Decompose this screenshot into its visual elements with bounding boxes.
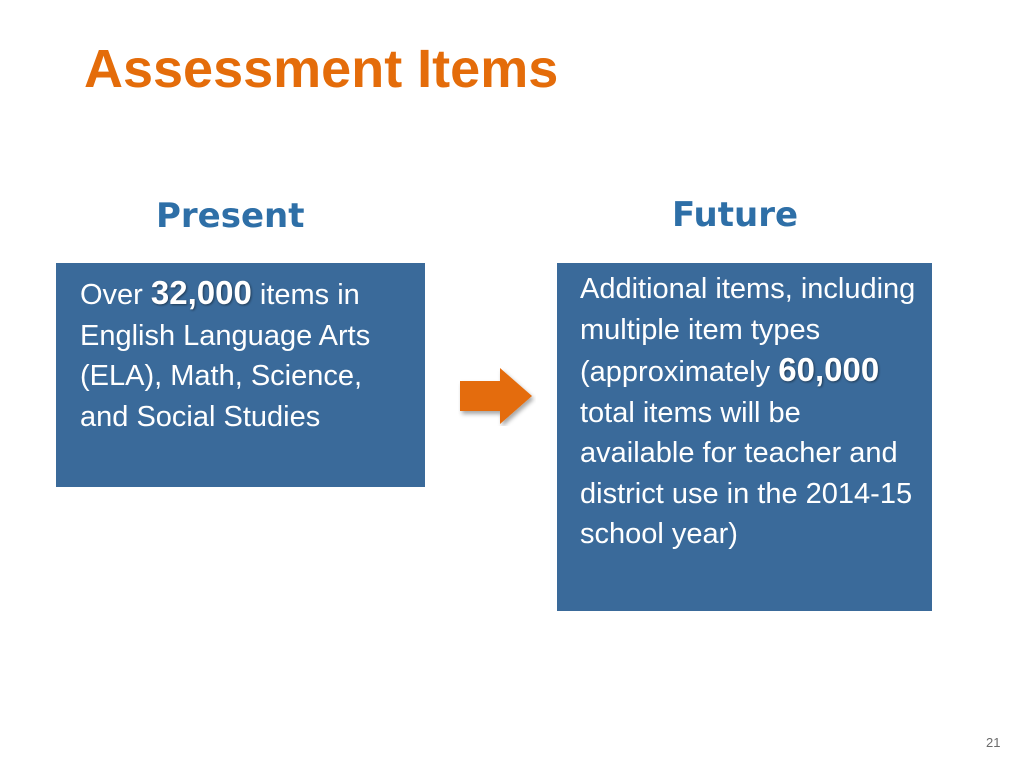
future-text-after: total items will be available for teacher and district use in the 2014-15 school year) (580, 396, 913, 550)
page-number: 21 (986, 735, 1001, 750)
slide-title: Assessment Items (84, 39, 559, 99)
future-text-before: Additional items, including multiple item types (approximately (580, 273, 916, 388)
future-box (557, 263, 932, 611)
present-box (56, 263, 425, 487)
present-heading: Present (156, 196, 305, 236)
present-highlight-number: 32,000 (150, 274, 252, 311)
right-arrow-icon (458, 366, 536, 426)
future-heading: Future (672, 195, 799, 235)
present-text-before: Over (80, 279, 151, 311)
present-text-after: items in English Language Arts (ELA), Math, Science, and Social Studies (80, 279, 371, 433)
future-highlight-number: 60,000 (778, 351, 880, 388)
